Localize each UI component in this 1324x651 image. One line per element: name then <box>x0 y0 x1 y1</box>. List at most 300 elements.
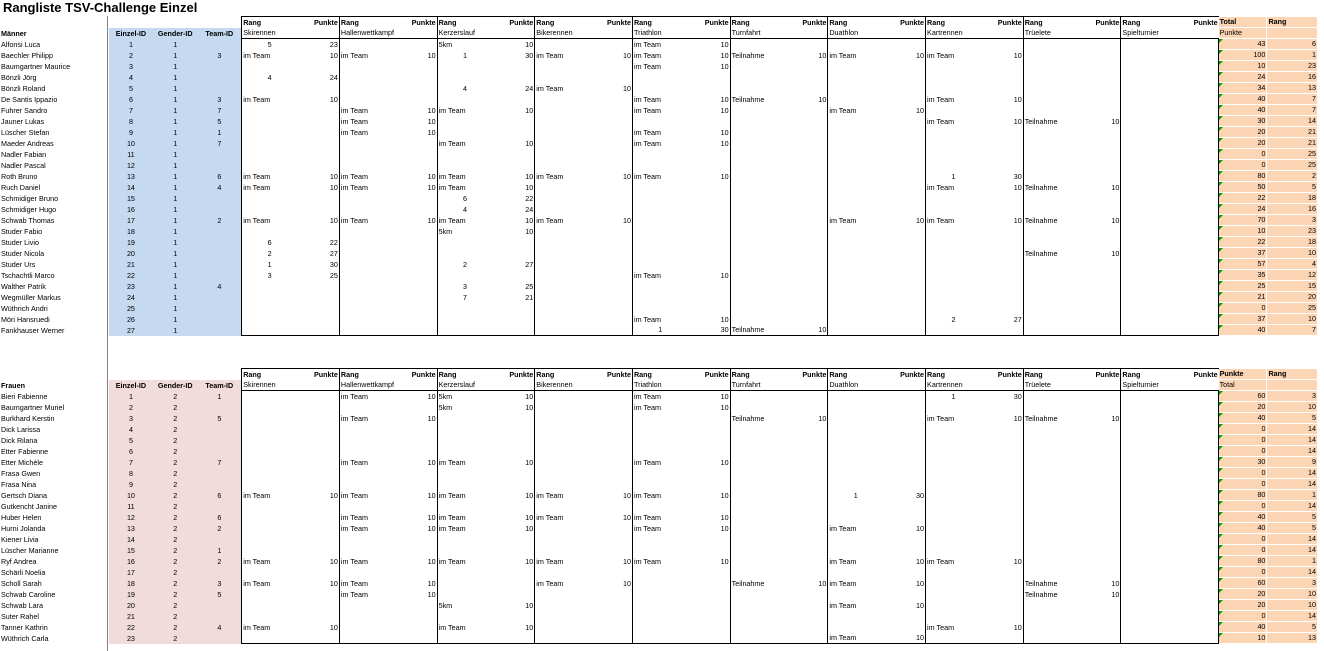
rank-cell[interactable]: 1 <box>1267 50 1318 61</box>
punkte-cell[interactable] <box>297 193 339 204</box>
rang-cell[interactable] <box>632 534 687 545</box>
rang-cell[interactable]: 5km <box>437 226 492 237</box>
id-cell[interactable]: 6 <box>109 446 153 457</box>
total-cell[interactable]: 37 <box>1219 314 1267 325</box>
punkte-cell[interactable]: 10 <box>883 633 925 644</box>
rang-cell[interactable] <box>242 226 297 237</box>
rang-cell[interactable] <box>1121 589 1176 600</box>
rang-cell[interactable] <box>632 72 687 83</box>
punkte-cell[interactable] <box>297 468 339 479</box>
event-name[interactable]: Kerzerslauf <box>437 28 535 39</box>
rang-header[interactable]: Rang <box>437 17 492 28</box>
rang-cell[interactable] <box>1121 50 1176 61</box>
punkte-cell[interactable]: 10 <box>525 39 534 49</box>
total-cell[interactable]: 40 <box>1219 512 1267 523</box>
rang-header[interactable]: Rang <box>730 17 785 28</box>
id-cell[interactable]: 2 <box>153 545 197 556</box>
rank-cell[interactable]: 5 <box>1267 622 1318 633</box>
rang-cell[interactable] <box>730 622 785 633</box>
punkte-cell[interactable] <box>395 303 437 314</box>
punkte-cell[interactable] <box>1079 171 1121 182</box>
rang-cell[interactable]: im Team <box>632 457 687 468</box>
punkte-cell[interactable]: 10 <box>427 171 436 181</box>
rang-cell[interactable] <box>632 182 687 193</box>
rang-cell[interactable]: im Team <box>632 556 687 567</box>
total-cell[interactable]: 22 <box>1219 237 1267 248</box>
punkte-cell[interactable] <box>492 94 534 105</box>
punkte-cell[interactable]: 30 <box>688 325 730 336</box>
rang-cell[interactable]: 2 <box>437 259 492 270</box>
rang-cell[interactable]: im Team <box>339 457 394 468</box>
rang-cell[interactable]: im Team <box>828 556 883 567</box>
rang-cell[interactable] <box>1121 490 1176 501</box>
punkte-cell[interactable] <box>981 633 1023 644</box>
punkte-cell[interactable]: 23 <box>329 39 338 49</box>
punkte-cell[interactable] <box>981 567 1023 578</box>
rang-cell[interactable] <box>1121 182 1176 193</box>
rang-cell[interactable] <box>632 633 687 644</box>
punkte-cell[interactable] <box>1176 204 1218 215</box>
id-cell[interactable]: 11 <box>109 501 153 512</box>
total-cell[interactable]: 10 <box>1219 633 1267 644</box>
rang-cell[interactable]: im Team <box>926 556 981 567</box>
punkte-cell[interactable] <box>1176 446 1218 457</box>
rang-cell[interactable] <box>339 281 394 292</box>
punkte-cell[interactable] <box>590 314 632 325</box>
punkte-cell[interactable] <box>688 501 730 512</box>
total-cell[interactable]: 21 <box>1219 292 1267 303</box>
rang-cell[interactable] <box>437 578 492 589</box>
rank-cell[interactable]: 3 <box>1267 391 1318 402</box>
punkte-cell[interactable] <box>297 116 339 127</box>
punkte-cell[interactable] <box>1176 94 1218 105</box>
rang-cell[interactable] <box>535 479 590 490</box>
punkte-cell[interactable] <box>981 160 1023 171</box>
participant-name[interactable]: Hurni Jolanda <box>1 523 46 533</box>
event-name[interactable]: Spielturnier <box>1121 28 1219 39</box>
rang-cell[interactable] <box>926 226 981 237</box>
rang-cell[interactable] <box>730 171 785 182</box>
id-cell[interactable]: 14 <box>109 182 153 193</box>
punkte-cell[interactable] <box>688 545 730 556</box>
rang-cell[interactable] <box>1023 633 1078 644</box>
rang-cell[interactable] <box>437 534 492 545</box>
id-cell[interactable]: 2 <box>153 413 197 424</box>
punkte-cell[interactable] <box>1176 160 1218 171</box>
id-cell[interactable]: 7 <box>197 105 241 116</box>
rank-subheader[interactable] <box>1267 28 1318 39</box>
punkte-header[interactable]: Punkte <box>590 369 632 380</box>
participant-name[interactable]: Fuhrer Sandro <box>1 105 48 115</box>
rank-cell[interactable]: 21 <box>1267 127 1318 138</box>
punkte-cell[interactable] <box>981 138 1023 149</box>
rang-cell[interactable] <box>730 468 785 479</box>
punkte-cell[interactable] <box>688 160 730 171</box>
rang-cell[interactable]: im Team <box>632 61 687 72</box>
punkte-cell[interactable] <box>981 281 1023 292</box>
participant-name[interactable]: Schwab Thomas <box>1 215 55 225</box>
punkte-cell[interactable]: 10 <box>916 556 925 566</box>
punkte-cell[interactable] <box>786 248 828 259</box>
rang-header[interactable]: Rang <box>437 369 492 380</box>
id-cell[interactable]: 2 <box>153 523 197 534</box>
id-header[interactable]: Team-ID <box>197 28 241 39</box>
rang-cell[interactable] <box>535 523 590 534</box>
rang-cell[interactable] <box>242 281 297 292</box>
total-cell[interactable]: 10 <box>1219 226 1267 237</box>
punkte-cell[interactable] <box>786 171 828 182</box>
rang-cell[interactable] <box>1023 72 1078 83</box>
id-cell[interactable] <box>197 237 241 248</box>
id-cell[interactable]: 22 <box>109 622 153 633</box>
rang-cell[interactable] <box>1023 424 1078 435</box>
punkte-cell[interactable]: 10 <box>786 325 828 336</box>
rang-cell[interactable] <box>1121 435 1176 446</box>
participant-name[interactable]: Alfonsi Luca <box>1 39 41 49</box>
punkte-cell[interactable] <box>1176 237 1218 248</box>
punkte-cell[interactable] <box>981 248 1023 259</box>
rang-cell[interactable] <box>339 259 394 270</box>
rang-cell[interactable] <box>535 567 590 578</box>
rang-cell[interactable]: im Team <box>632 512 687 523</box>
rang-cell[interactable]: 1 <box>437 50 492 61</box>
rank-cell[interactable]: 3 <box>1267 215 1318 226</box>
punkte-cell[interactable] <box>688 149 730 160</box>
punkte-cell[interactable] <box>883 589 925 600</box>
punkte-cell[interactable]: 10 <box>622 556 631 566</box>
punkte-cell[interactable] <box>1176 556 1218 567</box>
rang-cell[interactable] <box>828 314 883 325</box>
event-name[interactable]: Trüelete <box>1023 28 1121 39</box>
rang-cell[interactable] <box>339 204 394 215</box>
rang-cell[interactable]: im Team <box>437 182 492 193</box>
rang-cell[interactable]: im Team <box>632 127 687 138</box>
punkte-cell[interactable] <box>590 270 632 281</box>
punkte-cell[interactable] <box>786 457 828 468</box>
rang-cell[interactable] <box>828 171 883 182</box>
punkte-cell[interactable] <box>1176 424 1218 435</box>
punkte-cell[interactable] <box>590 39 632 50</box>
rang-cell[interactable] <box>828 127 883 138</box>
rang-cell[interactable] <box>535 61 590 72</box>
rang-cell[interactable] <box>339 611 394 622</box>
id-cell[interactable]: 7 <box>197 457 241 468</box>
rank-subheader[interactable] <box>1267 380 1318 391</box>
rang-cell[interactable]: im Team <box>339 589 394 600</box>
rang-cell[interactable] <box>1121 204 1176 215</box>
punkte-cell[interactable] <box>297 204 339 215</box>
rang-cell[interactable]: Teilnahme <box>730 50 785 61</box>
punkte-cell[interactable] <box>981 479 1023 490</box>
id-cell[interactable]: 2 <box>197 523 241 534</box>
rang-header[interactable]: Rang <box>730 369 785 380</box>
punkte-cell[interactable] <box>883 314 925 325</box>
rang-cell[interactable] <box>730 435 785 446</box>
punkte-cell[interactable] <box>297 479 339 490</box>
punkte-cell[interactable] <box>590 160 632 171</box>
rang-cell[interactable] <box>535 149 590 160</box>
rang-cell[interactable] <box>242 413 297 424</box>
rang-cell[interactable]: im Team <box>339 105 394 116</box>
rang-cell[interactable] <box>339 479 394 490</box>
rang-cell[interactable] <box>1023 490 1078 501</box>
participant-name[interactable]: Dick Rilana <box>1 435 38 445</box>
punkte-cell[interactable] <box>786 237 828 248</box>
id-cell[interactable]: 1 <box>153 182 197 193</box>
punkte-cell[interactable] <box>395 292 437 303</box>
total-header[interactable]: Punkte <box>1219 369 1267 380</box>
rang-cell[interactable] <box>730 281 785 292</box>
rang-cell[interactable]: 6 <box>437 193 492 204</box>
punkte-cell[interactable] <box>786 270 828 281</box>
punkte-cell[interactable] <box>297 545 339 556</box>
id-cell[interactable]: 13 <box>109 171 153 182</box>
rang-cell[interactable] <box>1121 248 1176 259</box>
rang-cell[interactable]: 5km <box>437 39 492 50</box>
id-cell[interactable]: 2 <box>153 633 197 644</box>
rang-cell[interactable] <box>535 204 590 215</box>
punkte-cell[interactable] <box>1176 39 1218 50</box>
punkte-cell[interactable] <box>590 193 632 204</box>
rang-cell[interactable] <box>535 600 590 611</box>
rang-cell[interactable] <box>242 534 297 545</box>
rang-header[interactable]: Rang <box>339 369 394 380</box>
rang-cell[interactable]: im Team <box>339 578 394 589</box>
punkte-cell[interactable]: 10 <box>720 50 729 60</box>
id-cell[interactable]: 2 <box>153 556 197 567</box>
rang-cell[interactable] <box>339 160 394 171</box>
punkte-cell[interactable] <box>1176 435 1218 446</box>
rank-cell[interactable]: 13 <box>1267 633 1318 644</box>
rang-cell[interactable]: im Team <box>535 578 590 589</box>
rang-cell[interactable] <box>828 457 883 468</box>
punkte-cell[interactable] <box>688 204 730 215</box>
punkte-cell[interactable] <box>786 589 828 600</box>
punkte-cell[interactable] <box>1176 281 1218 292</box>
id-cell[interactable]: 21 <box>109 611 153 622</box>
punkte-cell[interactable] <box>590 413 632 424</box>
id-cell[interactable]: 5 <box>197 413 241 424</box>
punkte-cell[interactable] <box>395 94 437 105</box>
rang-cell[interactable] <box>926 479 981 490</box>
participant-name[interactable]: Tanner Kathrin <box>1 622 48 632</box>
rang-cell[interactable]: im Team <box>339 523 394 534</box>
punkte-cell[interactable] <box>492 589 534 600</box>
punkte-cell[interactable] <box>1176 116 1218 127</box>
rang-cell[interactable] <box>1023 479 1078 490</box>
rang-cell[interactable] <box>730 182 785 193</box>
rank-cell[interactable]: 25 <box>1267 303 1318 314</box>
rang-cell[interactable] <box>1023 446 1078 457</box>
punkte-cell[interactable] <box>981 61 1023 72</box>
punkte-cell[interactable] <box>395 160 437 171</box>
punkte-cell[interactable] <box>590 468 632 479</box>
rang-cell[interactable] <box>1023 138 1078 149</box>
punkte-cell[interactable]: 10 <box>525 226 534 236</box>
participant-name[interactable]: Wüthrich Carla <box>1 633 49 643</box>
participant-name[interactable]: Dick Larissa <box>1 424 41 434</box>
punkte-cell[interactable] <box>786 149 828 160</box>
participant-name[interactable]: Gertsch Diana <box>1 490 47 500</box>
id-cell[interactable]: 1 <box>153 127 197 138</box>
rang-cell[interactable] <box>437 127 492 138</box>
rang-cell[interactable] <box>1121 391 1176 402</box>
rang-cell[interactable] <box>437 72 492 83</box>
id-cell[interactable]: 3 <box>109 413 153 424</box>
punkte-cell[interactable]: 10 <box>329 182 338 192</box>
rang-cell[interactable] <box>632 237 687 248</box>
rang-cell[interactable] <box>437 149 492 160</box>
punkte-cell[interactable]: 10 <box>427 556 436 566</box>
id-cell[interactable]: 2 <box>153 611 197 622</box>
rang-cell[interactable]: im Team <box>339 391 394 402</box>
rang-cell[interactable] <box>1121 160 1176 171</box>
rang-cell[interactable] <box>242 446 297 457</box>
rang-cell[interactable] <box>339 534 394 545</box>
rang-cell[interactable] <box>535 501 590 512</box>
punkte-cell[interactable] <box>786 611 828 622</box>
rank-cell[interactable]: 5 <box>1267 182 1318 193</box>
participant-name[interactable]: Gutkencht Janine <box>1 501 57 511</box>
punkte-cell[interactable]: 10 <box>427 589 436 599</box>
rang-cell[interactable] <box>242 83 297 94</box>
rank-cell[interactable]: 13 <box>1267 83 1318 94</box>
rang-cell[interactable] <box>242 116 297 127</box>
punkte-cell[interactable] <box>590 226 632 237</box>
total-cell[interactable]: 50 <box>1219 182 1267 193</box>
punkte-cell[interactable] <box>1176 578 1218 589</box>
rang-cell[interactable]: im Team <box>339 127 394 138</box>
punkte-cell[interactable] <box>786 633 828 644</box>
punkte-cell[interactable] <box>395 193 437 204</box>
rang-cell[interactable] <box>437 501 492 512</box>
participant-name[interactable]: Bönzli Jörg <box>1 72 37 82</box>
punkte-cell[interactable] <box>1079 556 1121 567</box>
punkte-cell[interactable] <box>981 83 1023 94</box>
punkte-cell[interactable] <box>1079 105 1121 116</box>
punkte-cell[interactable] <box>590 292 632 303</box>
rang-cell[interactable] <box>437 314 492 325</box>
id-cell[interactable]: 4 <box>109 72 153 83</box>
rang-cell[interactable]: im Team <box>828 523 883 534</box>
punkte-cell[interactable] <box>1079 424 1121 435</box>
punkte-cell[interactable]: 30 <box>525 50 534 60</box>
rang-cell[interactable] <box>437 237 492 248</box>
punkte-cell[interactable]: 27 <box>1013 314 1022 324</box>
punkte-cell[interactable] <box>395 435 437 446</box>
punkte-cell[interactable] <box>1176 149 1218 160</box>
rang-cell[interactable] <box>339 292 394 303</box>
punkte-cell[interactable]: 10 <box>720 39 729 49</box>
rang-cell[interactable] <box>535 457 590 468</box>
punkte-cell[interactable]: 10 <box>525 622 534 632</box>
id-cell[interactable]: 1 <box>153 193 197 204</box>
rang-cell[interactable] <box>535 435 590 446</box>
total-cell[interactable]: 20 <box>1219 589 1267 600</box>
id-cell[interactable]: 1 <box>153 50 197 61</box>
rang-cell[interactable] <box>730 600 785 611</box>
rank-cell[interactable]: 23 <box>1267 226 1318 237</box>
rang-cell[interactable] <box>339 424 394 435</box>
rang-cell[interactable] <box>1121 501 1176 512</box>
rang-cell[interactable] <box>339 94 394 105</box>
id-cell[interactable]: 3 <box>197 578 241 589</box>
total-cell[interactable]: 40 <box>1219 523 1267 534</box>
rang-cell[interactable] <box>535 281 590 292</box>
rang-cell[interactable] <box>242 325 297 336</box>
rang-header[interactable]: Rang <box>535 17 590 28</box>
rang-cell[interactable] <box>242 545 297 556</box>
rang-header[interactable]: Rang <box>1121 17 1176 28</box>
rang-cell[interactable] <box>437 567 492 578</box>
rang-cell[interactable]: im Team <box>535 215 590 226</box>
punkte-cell[interactable] <box>590 248 632 259</box>
rang-cell[interactable] <box>926 292 981 303</box>
rang-cell[interactable] <box>926 523 981 534</box>
rang-cell[interactable] <box>1023 259 1078 270</box>
punkte-cell[interactable] <box>688 237 730 248</box>
punkte-cell[interactable] <box>395 622 437 633</box>
punkte-cell[interactable] <box>590 127 632 138</box>
rang-cell[interactable] <box>730 204 785 215</box>
punkte-cell[interactable] <box>688 424 730 435</box>
punkte-cell[interactable] <box>1079 50 1121 61</box>
punkte-cell[interactable] <box>395 72 437 83</box>
id-cell[interactable]: 9 <box>109 127 153 138</box>
total-header[interactable]: Total <box>1219 17 1267 28</box>
rang-cell[interactable] <box>242 61 297 72</box>
rang-cell[interactable] <box>828 501 883 512</box>
punkte-cell[interactable] <box>1176 413 1218 424</box>
rang-cell[interactable] <box>828 325 883 336</box>
punkte-cell[interactable] <box>981 270 1023 281</box>
rang-cell[interactable]: 5km <box>437 600 492 611</box>
rang-cell[interactable] <box>730 83 785 94</box>
total-cell[interactable]: 20 <box>1219 600 1267 611</box>
rang-cell[interactable] <box>730 611 785 622</box>
rang-cell[interactable] <box>632 611 687 622</box>
id-cell[interactable] <box>197 259 241 270</box>
id-cell[interactable] <box>197 270 241 281</box>
participant-name[interactable]: Baechler Philipp <box>1 50 53 60</box>
punkte-cell[interactable] <box>492 325 534 336</box>
rang-cell[interactable]: Teilnahme <box>730 413 785 424</box>
punkte-cell[interactable] <box>590 204 632 215</box>
total-cell[interactable]: 0 <box>1219 303 1267 314</box>
rang-cell[interactable] <box>1023 468 1078 479</box>
punkte-cell[interactable] <box>1176 567 1218 578</box>
rang-cell[interactable] <box>1121 281 1176 292</box>
rang-cell[interactable] <box>535 259 590 270</box>
rang-cell[interactable] <box>1121 105 1176 116</box>
punkte-cell[interactable] <box>786 127 828 138</box>
punkte-cell[interactable] <box>883 611 925 622</box>
punkte-cell[interactable] <box>1079 600 1121 611</box>
total-cell[interactable]: 24 <box>1219 204 1267 215</box>
rang-cell[interactable]: 4 <box>242 72 297 83</box>
rang-cell[interactable] <box>1023 402 1078 413</box>
punkte-cell[interactable]: 22 <box>329 237 338 247</box>
id-cell[interactable]: 12 <box>109 512 153 523</box>
punkte-cell[interactable]: 10 <box>622 215 631 225</box>
rang-cell[interactable] <box>437 270 492 281</box>
punkte-cell[interactable] <box>981 325 1023 336</box>
rang-cell[interactable] <box>339 61 394 72</box>
rang-cell[interactable]: im Team <box>339 413 394 424</box>
rang-cell[interactable] <box>926 39 981 50</box>
punkte-cell[interactable] <box>981 105 1023 116</box>
rang-cell[interactable] <box>730 424 785 435</box>
